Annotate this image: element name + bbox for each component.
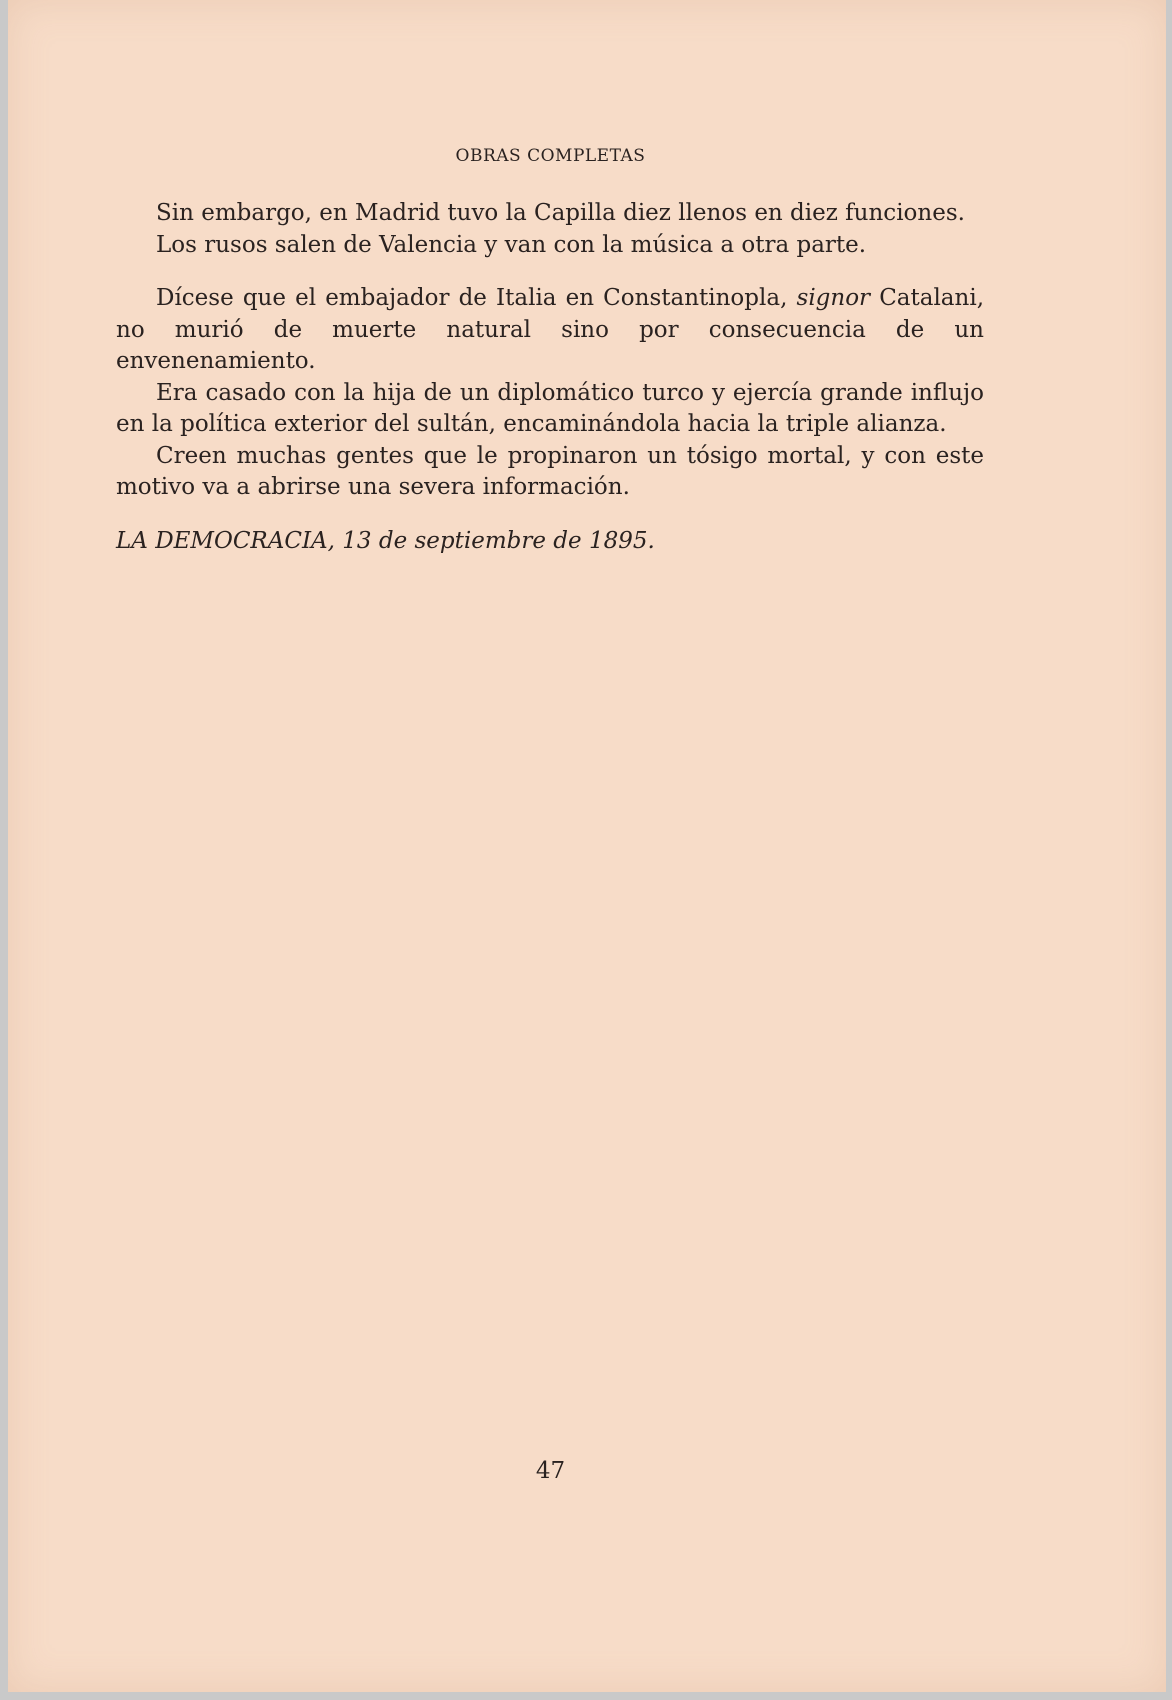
paragraph-3-end: Catalani, no murió de muerte natural sino por consecuencia de un envenenamiento.: [116, 285, 985, 374]
paragraph-4: Era casado con la hija de un diplomático turco y ejercía grande influjo en la política exterior del sultán, encaminándola hacia la triple alianza.: [116, 379, 984, 437]
paragraph-3-italic: signor: [796, 285, 871, 311]
paragraph-gap: [116, 261, 984, 283]
paragraph-5: Creen muchas gentes que le propinaron un tósigo mortal, y con este motivo va a abrirse una severa información.: [116, 442, 984, 500]
paragraph-3: [116, 283, 984, 378]
paragraph-1: Sin embargo, en Madrid tuvo la Capilla diez llenos en diez funciones.: [156, 200, 965, 226]
running-title: OBRAS COMPLETAS: [455, 146, 646, 166]
paragraph-gap: [116, 504, 984, 526]
page-number: 47: [535, 1458, 566, 1484]
page: [8, 0, 1166, 1692]
source-citation: LA DEMOCRACIA, 13 de septiembre de 1895.: [116, 527, 655, 554]
paragraph-2: Los rusos salen de Valencia y van con la música a otra parte.: [156, 231, 867, 258]
article-body: [116, 198, 984, 557]
paragraph-3-start: Dícese que el embajador de Italia en Constantinopla,: [156, 285, 797, 311]
